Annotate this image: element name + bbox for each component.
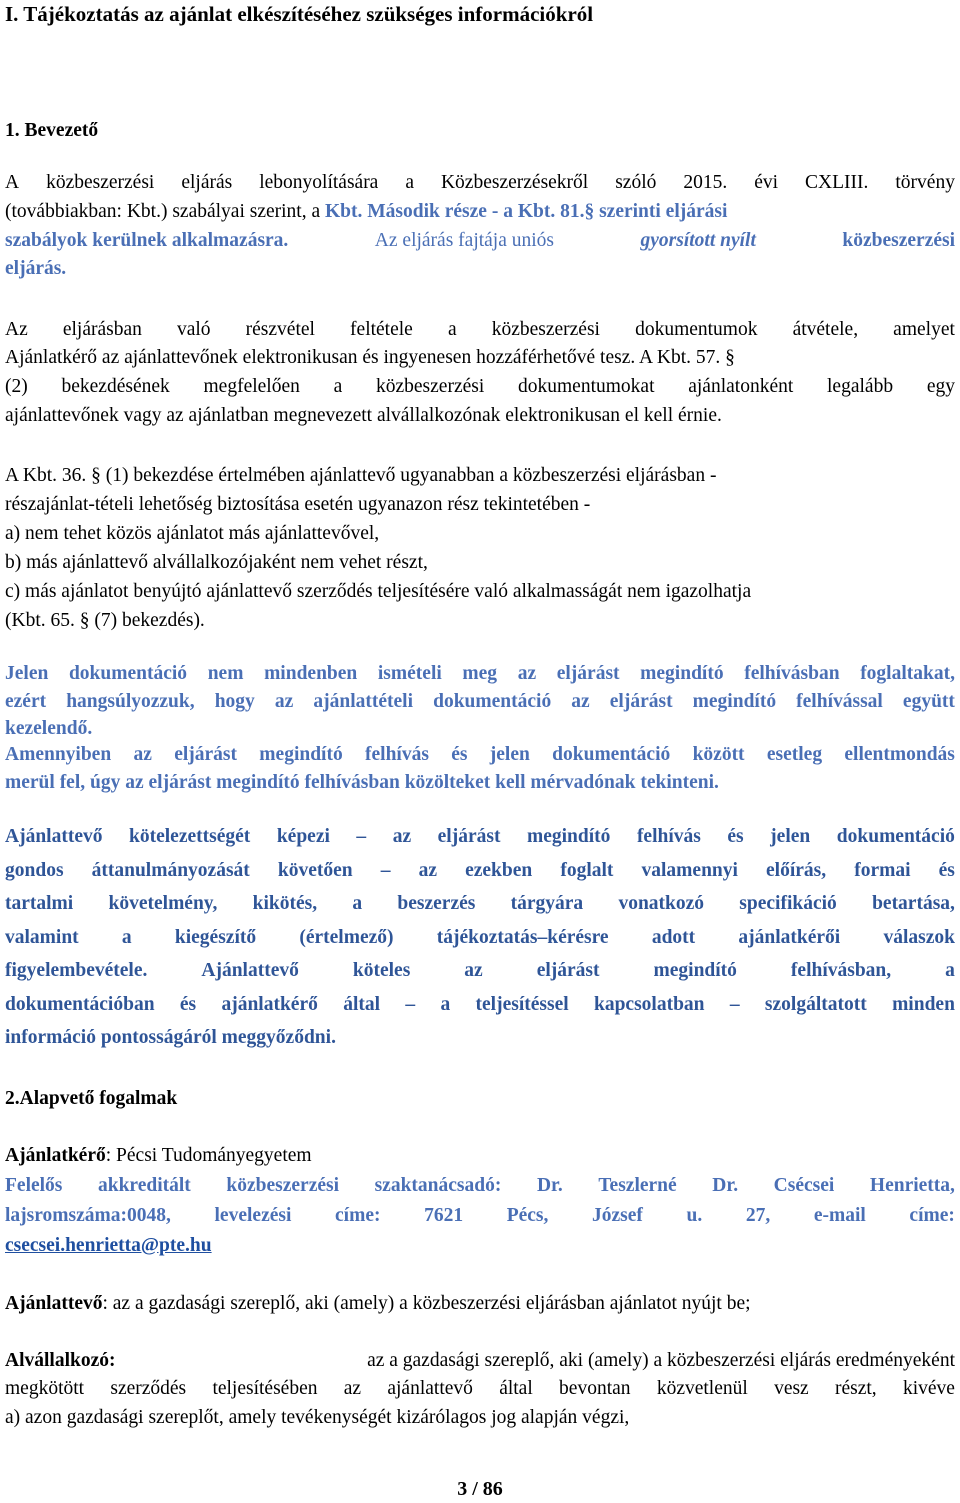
- word: mindenben: [264, 663, 358, 684]
- p2-line1: [5, 318, 955, 342]
- word: levelezési: [214, 1205, 292, 1226]
- word: ezért: [5, 691, 47, 712]
- p2-line3: [5, 375, 955, 399]
- word: esetleg: [766, 744, 823, 765]
- p5-line2: [5, 859, 955, 883]
- word: feltétele: [350, 319, 413, 340]
- word: 2015.: [683, 172, 728, 193]
- word: az: [464, 960, 483, 981]
- word: ajánlatonként: [688, 376, 794, 397]
- section-title-intro: 1. Bevezető: [5, 120, 99, 141]
- word: adott: [651, 927, 696, 948]
- text: [5, 859, 955, 883]
- word: közbeszerzési: [491, 319, 600, 340]
- text: [5, 318, 955, 342]
- procedure-type: gyorsított nyílt: [640, 230, 756, 251]
- word: specifikáció: [739, 893, 837, 914]
- word: az: [517, 663, 537, 684]
- definition: : az a gazdasági szereplő, aki (amely) a közbeszerzési eljárásban ajánlatot nyújt be;: [102, 1293, 751, 1314]
- word: ajánlatkérői: [738, 927, 841, 948]
- word: részvétel: [245, 319, 315, 340]
- word: –: [729, 994, 740, 1015]
- p5-line3: [5, 892, 955, 916]
- p1-line2: [5, 200, 727, 224]
- section-sign: §: [725, 347, 735, 368]
- word: legalább: [827, 376, 894, 397]
- word: évi: [754, 172, 779, 193]
- p2-line2: [5, 346, 735, 370]
- word: formai: [854, 860, 911, 881]
- word: vesz: [774, 1378, 809, 1399]
- word: megindító: [653, 960, 737, 981]
- word: címe:: [335, 1205, 381, 1226]
- p1-line3: [5, 229, 955, 253]
- def-advisor-line: [5, 1174, 955, 1198]
- word: megindító: [259, 744, 343, 765]
- text: [5, 171, 955, 195]
- p3-line3: a) nem tehet közös ajánlatot más ajánlattevővel,: [5, 523, 380, 544]
- email-line: [5, 1234, 212, 1258]
- word: részt,: [835, 1378, 877, 1399]
- word: figyelembevétele.: [5, 960, 148, 981]
- def-alvallalkozo: [5, 1349, 955, 1373]
- word: közbeszerzési: [46, 172, 155, 193]
- p4-line5: merül fel, úgy az eljárást megindító felhívásban közölteket kell mérvadónak tekinteni.: [5, 772, 719, 793]
- word: meg: [462, 663, 498, 684]
- text: [5, 959, 955, 983]
- word: lajsromszáma:0048,: [5, 1205, 171, 1226]
- p3-line4: b) más ajánlattevő alvállalkozójaként nem vehet részt,: [5, 552, 428, 573]
- word: amelyet: [893, 319, 955, 340]
- word: Ajánlattevő: [201, 960, 299, 981]
- word: a: [121, 927, 132, 948]
- word: közbeszerzési: [376, 376, 485, 397]
- text: Ajánlatkérő az ajánlattevőnek elektronikusan és ingyenesen hozzáférhetővé tesz. A Kbt. 57.: [5, 347, 721, 368]
- word: válaszok: [883, 927, 955, 948]
- word: 7621: [424, 1205, 464, 1226]
- p3-line2: részajánlat-tételi lehetőség biztosítása esetén ugyanazon rész tekintetében -: [5, 494, 591, 515]
- word: CXLIII.: [805, 172, 869, 193]
- word: szolgáltatott: [764, 994, 867, 1015]
- word: Az: [5, 319, 28, 340]
- word: dokumentáció: [433, 691, 552, 712]
- word: előírás,: [766, 860, 827, 881]
- text: [5, 892, 955, 916]
- p5-line1: [5, 825, 955, 849]
- word: és: [727, 826, 744, 847]
- word: tartalmi: [5, 893, 74, 914]
- word: eljárás: [181, 172, 233, 193]
- word: teljesítéssel: [475, 994, 569, 1015]
- word: követően: [277, 860, 353, 881]
- word: u.: [686, 1205, 703, 1226]
- word: Henrietta,: [869, 1175, 955, 1196]
- word: a: [405, 172, 414, 193]
- text: A Kbt. 36. § (1) bekezdése értelmében ajánlattevő ugyanabban a közbeszerzési eljárásban -: [5, 465, 717, 486]
- word: dokumentáció: [836, 826, 955, 847]
- word: felhívással: [796, 691, 883, 712]
- def-ajanlattevo: [5, 1292, 751, 1316]
- word: követelmény,: [108, 893, 218, 914]
- word: az: [343, 1378, 362, 1399]
- word: –: [356, 826, 367, 847]
- p5-line5: [5, 959, 955, 983]
- text: [5, 375, 955, 399]
- p1-line4: eljárás.: [5, 258, 67, 279]
- word: és: [938, 860, 955, 881]
- word: Amennyiben: [5, 744, 112, 765]
- text: Az eljárás fajtája uniós: [374, 230, 555, 251]
- word: dokumentáció: [552, 744, 671, 765]
- word: a: [333, 376, 343, 397]
- word: közbeszerzési: [226, 1175, 340, 1196]
- term: Alvállalkozó:: [5, 1350, 116, 1371]
- word: a: [447, 319, 457, 340]
- word: az: [571, 691, 590, 712]
- p3-line1: [5, 464, 716, 488]
- word: megkötött: [5, 1378, 85, 1399]
- word: ajánlattevő: [387, 1378, 473, 1399]
- p1-line1: [5, 171, 955, 195]
- word: felhívásban,: [790, 960, 892, 981]
- word: jelen: [489, 744, 530, 765]
- p5-line4: [5, 926, 955, 950]
- word: kivéve: [902, 1378, 955, 1399]
- word: tárgyára: [510, 893, 584, 914]
- word: –: [380, 860, 391, 881]
- word: eljárást: [174, 744, 237, 765]
- word: Csécsei: [773, 1175, 835, 1196]
- def-alvallalkozo-line2: [5, 1377, 955, 1401]
- word: eljárást: [536, 960, 600, 981]
- word: átvétele,: [792, 319, 859, 340]
- email-link[interactable]: csecsei.henrietta@pte.hu: [5, 1235, 212, 1256]
- p5-line7: információ pontosságáról meggyőződni.: [5, 1027, 336, 1048]
- word: között: [692, 744, 745, 765]
- term: Ajánlattevő: [5, 1293, 103, 1314]
- p4-line3: kezelendő.: [5, 718, 93, 739]
- word: szerződés: [110, 1378, 187, 1399]
- word: és: [179, 994, 197, 1015]
- text: [5, 743, 955, 767]
- word: való: [176, 319, 211, 340]
- word: akkreditált: [97, 1175, 191, 1196]
- word: teljesítésében: [212, 1378, 318, 1399]
- word: által: [499, 1378, 533, 1399]
- word: e-mail: [813, 1205, 866, 1226]
- word: nem: [207, 663, 244, 684]
- word: felhívás: [636, 826, 701, 847]
- word: az: [274, 691, 294, 712]
- word: felhívásban: [744, 663, 840, 684]
- word: ezekben: [465, 860, 533, 881]
- p4-line2: [5, 690, 955, 714]
- p2-line4: ajánlattevőnek vagy az ajánlatban megnevezett alvállalkozónak elektronikusan el kell érnie.: [5, 405, 722, 426]
- text: [5, 662, 955, 686]
- word: szaktanácsadó:: [374, 1175, 502, 1196]
- word: hangsúlyozzuk,: [66, 691, 195, 712]
- word: dokumentumok: [635, 319, 758, 340]
- p5-line6: [5, 993, 955, 1017]
- word: megindító: [526, 826, 611, 847]
- section-title-definitions: 2.Alapvető fogalmak: [5, 1088, 178, 1109]
- word: Ajánlattevő: [5, 826, 103, 847]
- word: (2): [5, 376, 28, 397]
- word: hogy: [214, 691, 255, 712]
- law-reference: szabályok kerülnek alkalmazásra.: [5, 230, 289, 251]
- word: áttanulmányozását: [91, 860, 250, 881]
- word: és: [451, 744, 468, 765]
- text: [5, 825, 955, 849]
- word: bevontan: [559, 1378, 631, 1399]
- text: [5, 926, 955, 950]
- word: egy: [926, 376, 955, 397]
- word: lebonyolítására: [259, 172, 379, 193]
- text: [5, 1174, 955, 1198]
- word: foglalt: [560, 860, 614, 881]
- def-alvallalkozo-line3: a) azon gazdasági szereplőt, amely tevékenységét kizárólagos jog alapján végzi,: [5, 1407, 630, 1428]
- word: által: [343, 994, 381, 1015]
- word: (értelmező): [299, 927, 394, 948]
- word: jelen: [770, 826, 811, 847]
- word: együtt: [902, 691, 955, 712]
- word: felhívás: [365, 744, 429, 765]
- word: bekezdésének: [61, 376, 170, 397]
- word: ellentmondás: [844, 744, 955, 765]
- word: a: [352, 893, 363, 914]
- word: eljárást: [437, 826, 501, 847]
- text: [5, 1204, 955, 1228]
- word: a: [945, 960, 955, 981]
- p3-line6: (Kbt. 65. § (7) bekezdés).: [5, 610, 205, 631]
- word: minden: [892, 994, 955, 1015]
- word: Jelen: [5, 663, 49, 684]
- word: kikötés,: [252, 893, 318, 914]
- term: Ajánlatkérő: [5, 1145, 106, 1166]
- word: megfelelően: [203, 376, 300, 397]
- text: közbeszerzési: [842, 230, 955, 251]
- word: dokumentumokat: [518, 376, 655, 397]
- word: szóló: [615, 172, 657, 193]
- word: valamennyi: [641, 860, 738, 881]
- p3-line5: c) más ajánlatot benyújtó ajánlattevő szerződés teljesítésére való alkalmasságát nem igazolhatja: [5, 581, 752, 602]
- word: kötelezettségét: [129, 826, 251, 847]
- word: köteles: [352, 960, 411, 981]
- p4-line1: [5, 662, 955, 686]
- word: az: [392, 826, 412, 847]
- word: vonatkozó: [618, 893, 705, 914]
- word: megindító: [692, 691, 777, 712]
- word: címe:: [909, 1205, 955, 1226]
- word: József: [591, 1205, 643, 1226]
- page-title: I. Tájékoztatás az ajánlat elkészítéséhez szükséges információkról: [5, 2, 594, 26]
- text: [5, 993, 955, 1017]
- word: ajánlattételi: [313, 691, 414, 712]
- word: foglaltakat,: [860, 663, 955, 684]
- definition: : Pécsi Tudományegyetem: [105, 1145, 312, 1166]
- word: 27,: [745, 1205, 771, 1226]
- word: tájékoztatás–kérésre: [436, 927, 609, 948]
- word: –: [405, 994, 416, 1015]
- word: Felelős: [5, 1175, 63, 1196]
- word: eljárásban: [62, 319, 142, 340]
- def-address-line: [5, 1204, 955, 1228]
- def-ajanlatkero: [5, 1144, 312, 1168]
- definition: az a gazdasági szereplő, aki (amely) a közbeszerzési eljárás eredményeként: [367, 1350, 955, 1371]
- word: az: [133, 744, 152, 765]
- word: Teszlerné: [598, 1175, 677, 1196]
- text: [5, 690, 955, 714]
- word: dokumentáció: [68, 663, 188, 684]
- word: közvetlenül: [656, 1378, 748, 1399]
- p4-line4: [5, 743, 955, 767]
- word: az: [418, 860, 437, 881]
- word: gondos: [5, 860, 64, 881]
- word: valamint: [5, 927, 79, 948]
- word: a: [440, 994, 451, 1015]
- page-number: 3 / 86: [457, 1478, 503, 1500]
- word: A: [5, 172, 20, 193]
- word: Dr.: [536, 1175, 563, 1196]
- word: ajánlatkérő: [221, 994, 318, 1015]
- word: Pécs,: [506, 1205, 549, 1226]
- text: (továbbiakban: Kbt.) szabályai szerint, a: [5, 201, 321, 222]
- word: Közbeszerzésekről: [440, 172, 589, 193]
- word: törvény: [895, 172, 955, 193]
- word: betartása,: [872, 893, 955, 914]
- word: ismételi: [377, 663, 442, 684]
- law-reference: Kbt. Második része - a Kbt. 81.§ szerinti eljárási: [325, 201, 728, 222]
- text: [5, 1377, 955, 1401]
- word: képezi: [276, 826, 330, 847]
- word: beszerzés: [397, 893, 476, 914]
- word: dokumentációban: [5, 994, 155, 1015]
- word: eljárást: [556, 663, 620, 684]
- word: kapcsolatban: [593, 994, 705, 1015]
- word: eljárást: [609, 691, 673, 712]
- word: Dr.: [712, 1175, 739, 1196]
- word: kiegészítő: [174, 927, 257, 948]
- word: megindító: [640, 663, 724, 684]
